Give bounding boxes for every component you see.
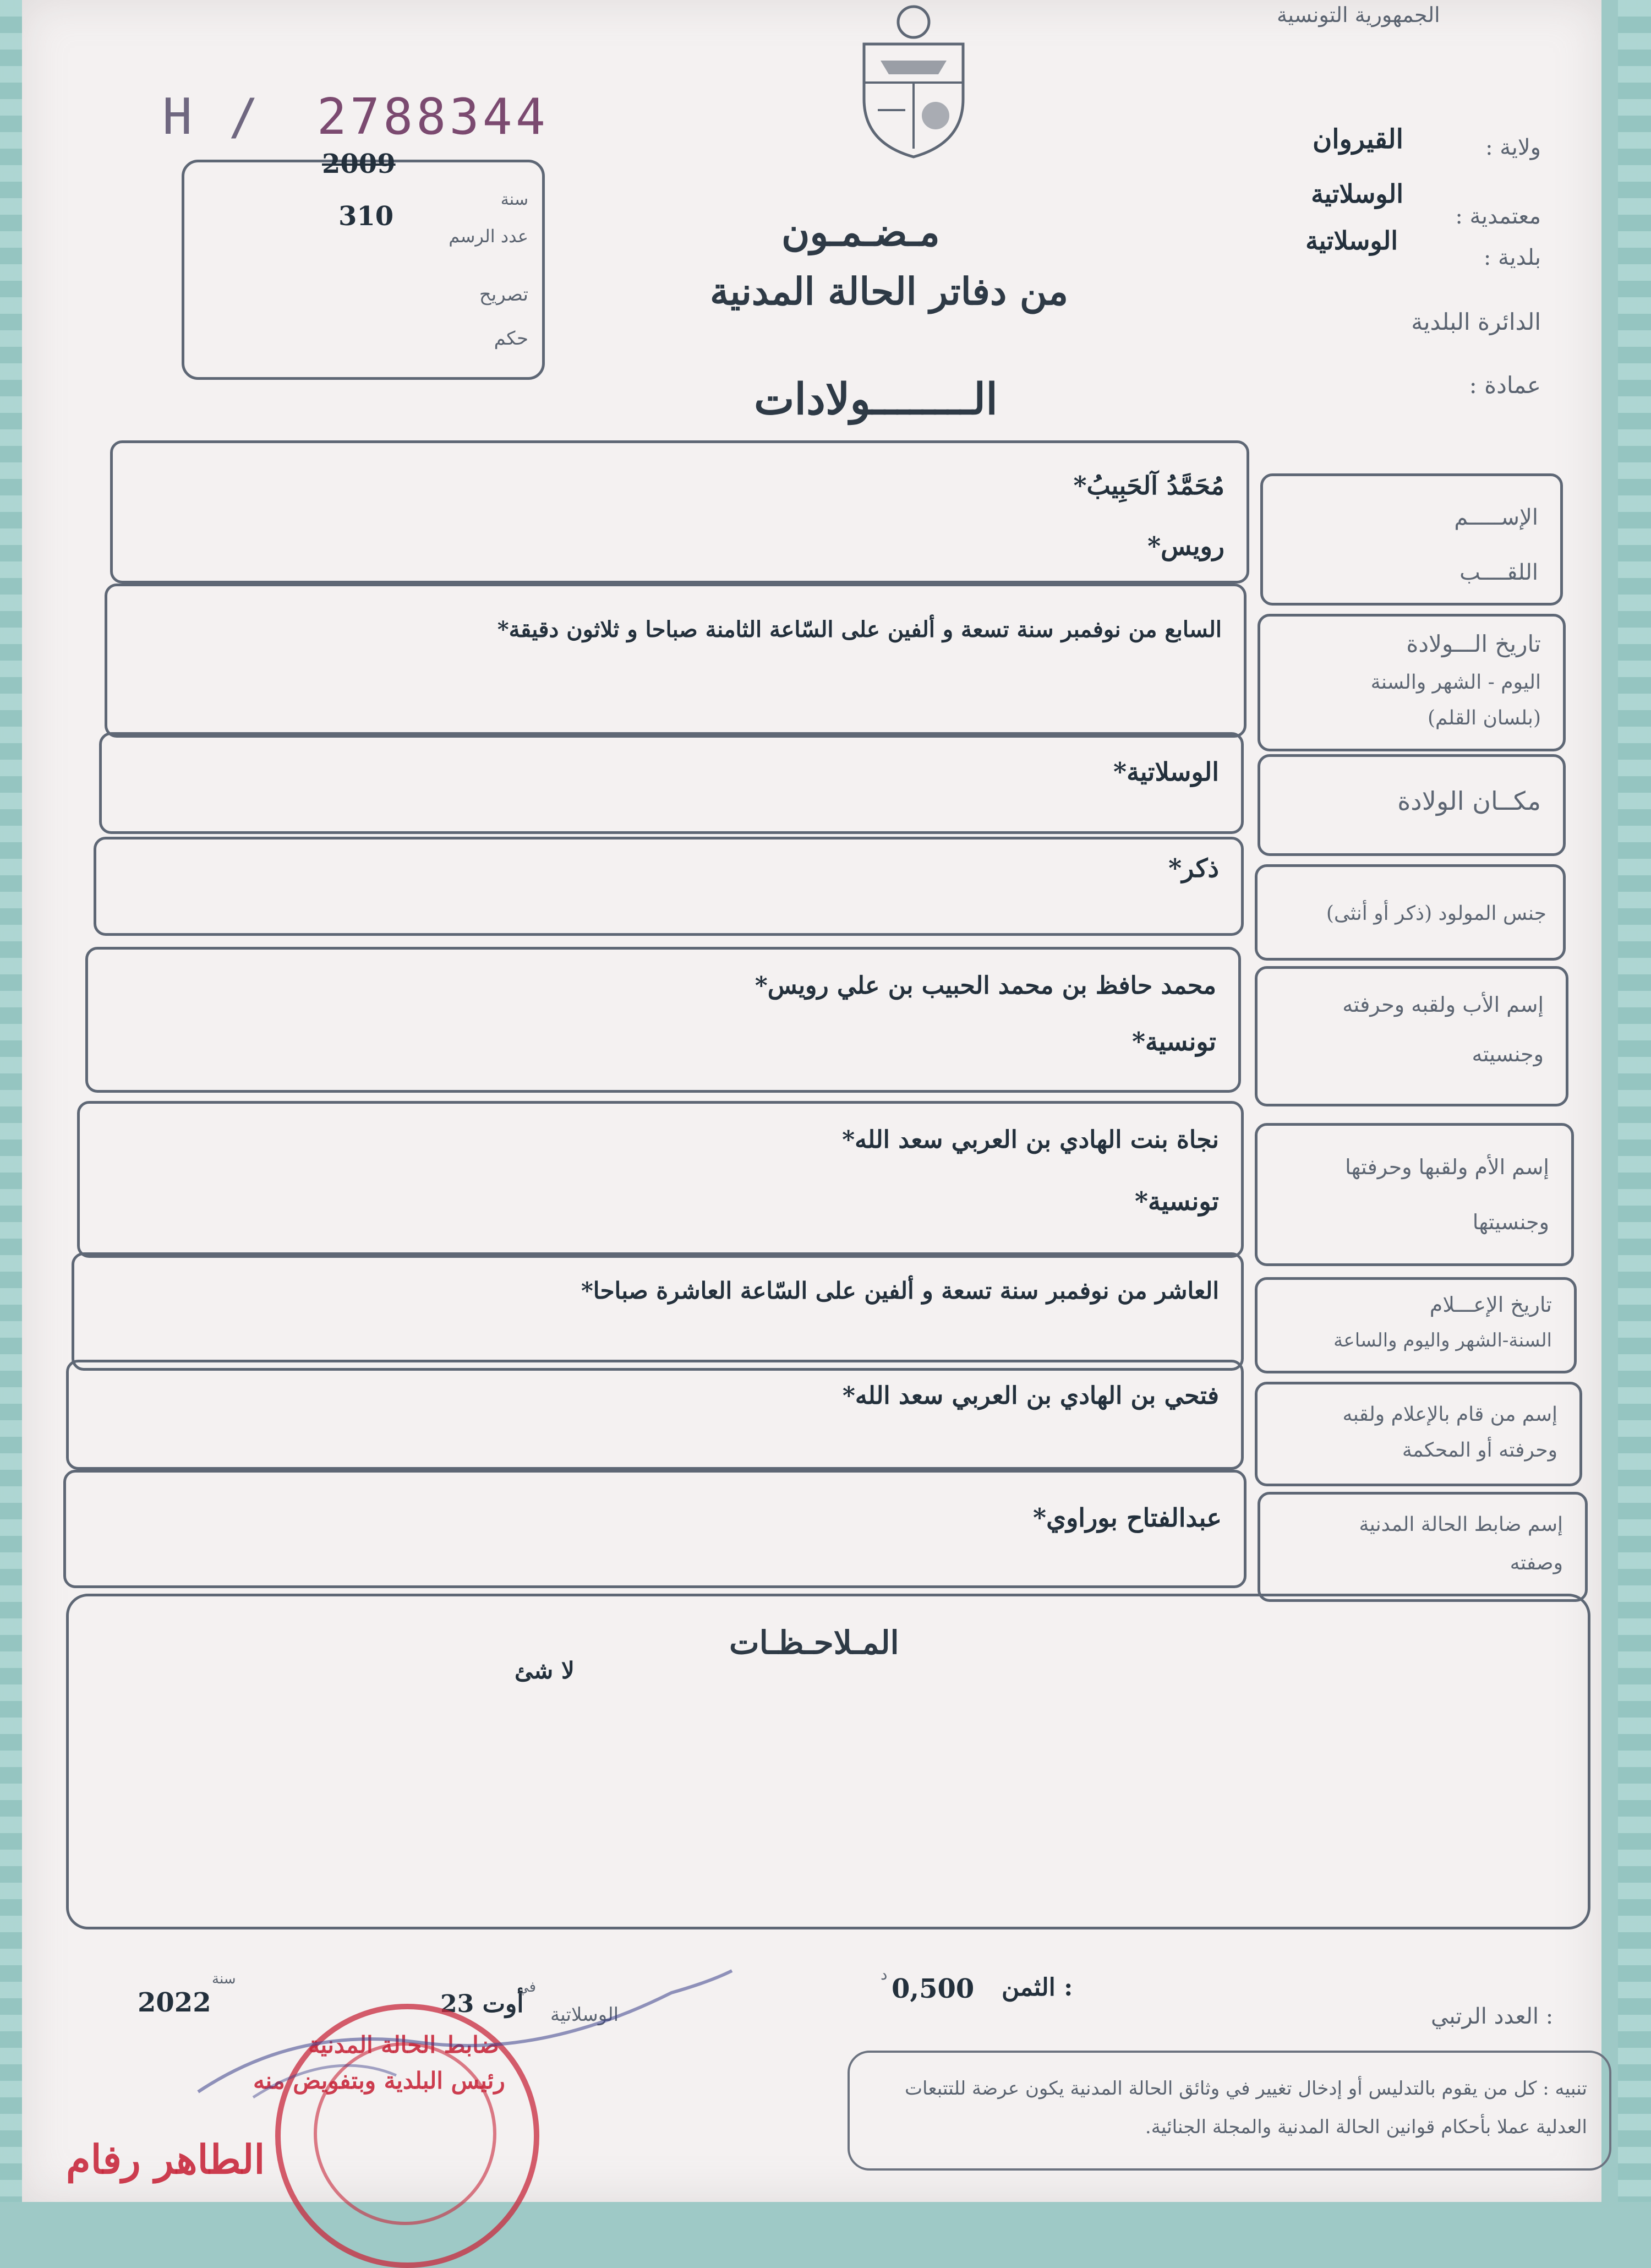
declarant-value-box — [66, 1360, 1244, 1470]
legal-notice-text: تنبيه : كل من يقوم بالتدليس أو إدخال تغيير في وثائق الحالة المدنية يكون عرضة للتتبعات العدلية عملا بأحكام قوانين الحالة المدنية والمجلة الجنائية. — [905, 2078, 1587, 2138]
heading-line1: مـضـمـون — [781, 209, 940, 255]
given-name-value: مُحَمَّدُ آلحَبِيبُ* — [1073, 471, 1224, 500]
given-name-label: الإســـــم — [1454, 505, 1538, 530]
mother-name-value: نجاة بنت الهادي بن العربي سعد الله* — [842, 1126, 1219, 1154]
coat-of-arms-icon — [848, 0, 980, 160]
price-unit: د — [881, 1965, 888, 1983]
governorate-value: القيروان — [1313, 124, 1403, 155]
issue-year-label: سنة — [212, 1971, 236, 1987]
signature-title: ضابط الحالة المدنية — [308, 2031, 499, 2058]
district-label: الدائرة البلدية — [1411, 308, 1541, 335]
name-label-box — [1260, 473, 1563, 606]
father-nationality-label: وجنسيته — [1472, 1042, 1544, 1066]
father-nationality-value: تونسية* — [1131, 1027, 1216, 1056]
delegation-label: معتمدية : — [1455, 204, 1541, 229]
declaration-date-label-box — [1255, 1277, 1577, 1373]
sex-label: جنس المولود (ذكر أو أنثى) — [1326, 902, 1546, 925]
mother-nationality-label: وجنسيتها — [1472, 1210, 1549, 1234]
birth-certificate-document — [22, 0, 1601, 2202]
registry-judgment-label: حكم — [494, 328, 528, 350]
father-value-box — [85, 947, 1241, 1093]
registrar-value: عبدالفتاح بوراوي* — [1033, 1503, 1222, 1533]
declarant-value: فتحي بن الهادي بن العربي سعد الله* — [842, 1382, 1219, 1410]
sector-label: عمادة : — [1469, 372, 1541, 399]
birth-place-label-box — [1258, 754, 1566, 856]
issue-date: 23 أوت — [440, 1990, 524, 2018]
remarks-title: المـلاحـظـات — [729, 1624, 899, 1661]
right-security-border — [1618, 0, 1651, 2202]
remarks-value: لا شئ — [515, 1657, 575, 1684]
declarant-sublabel: وحرفته أو المحكمة — [1402, 1439, 1557, 1462]
declarant-label-box — [1255, 1382, 1582, 1486]
issue-place: الوسلاتية — [550, 2004, 619, 2026]
mother-label: إسم الأم ولقبها وحرفتها — [1345, 1155, 1549, 1179]
surname-label: اللقــــب — [1459, 560, 1538, 585]
sex-label-box — [1255, 864, 1566, 961]
declaration-date-value: العاشر من نوفمبر سنة تسعة و ألفين على السّاعة العاشرة صباحا* — [581, 1277, 1219, 1304]
signature-delegation: رئيس البلدية وبتفويض منه — [253, 2067, 505, 2094]
governorate-label: ولاية : — [1485, 135, 1541, 160]
declaration-date-label: تاريخ الإعـــلام — [1429, 1293, 1552, 1317]
legal-notice-box — [848, 2051, 1611, 2171]
birth-date-value: السابع من نوفمبر سنة تسعة و ألفين على السّاعة الثامنة صباحا و ثلاثون دقيقة* — [497, 617, 1222, 642]
mother-value-box — [77, 1101, 1244, 1258]
name-value-box — [110, 440, 1249, 584]
signature-name: الطاهر رفام — [66, 2136, 265, 2183]
serial-prefix: H / — [162, 88, 262, 146]
birth-place-label: مكــان الولادة — [1397, 786, 1541, 816]
price-label: الثمن : — [1002, 1973, 1073, 2002]
birth-place-value: الوسلاتية* — [1113, 757, 1219, 787]
municipality-value: الوسلاتية — [1305, 226, 1398, 255]
mother-label-box — [1255, 1123, 1574, 1266]
issue-year: 2022 — [138, 1987, 211, 2018]
registrar-label: إسم ضابط الحالة المدنية — [1359, 1513, 1563, 1536]
birth-date-note: (بلسان القلم) — [1427, 707, 1541, 729]
registry-number-label: عدد الرسم — [449, 226, 528, 247]
birth-date-sublabel: اليوم - الشهر والسنة — [1370, 671, 1541, 694]
declaration-date-sublabel: السنة-الشهر واليوم والساعة — [1333, 1329, 1552, 1351]
registry-number-value: 310 — [338, 201, 394, 232]
remarks-box — [66, 1594, 1590, 1929]
birth-date-value-box — [105, 584, 1247, 738]
registry-box — [182, 149, 545, 380]
heading-line2: من دفاتر الحالة المدنية — [710, 270, 1069, 314]
sequence-number-label: العدد الرتبي : — [1431, 2004, 1554, 2029]
declaration-date-value-box — [72, 1252, 1244, 1371]
registrar-label-box — [1258, 1492, 1588, 1602]
registrar-value-box — [63, 1470, 1247, 1588]
registry-year-label: سنة — [500, 190, 528, 209]
mother-nationality-value: تونسية* — [1134, 1186, 1219, 1216]
birth-place-value-box — [99, 732, 1244, 834]
father-name-value: محمد حافظ بن محمد الحبيب بن علي رويس* — [755, 972, 1216, 1000]
issue-day-label: في — [517, 1979, 537, 1996]
birth-date-label: تاريخ الـــولادة — [1406, 630, 1541, 657]
sex-value: ذكر* — [1168, 853, 1219, 883]
registry-year-value: 2009 — [322, 149, 396, 179]
handwritten-signature — [187, 1960, 737, 2103]
father-label: إسم الأب ولقبه وحرفته — [1342, 993, 1544, 1017]
municipality-label: بلدية : — [1483, 245, 1541, 270]
section-title: الــــــــولادات — [754, 374, 998, 424]
delegation-value: الوسلاتية — [1311, 179, 1403, 209]
registry-declaration-label: تصريح — [479, 284, 528, 306]
price-value: 0,500 — [892, 1973, 975, 2004]
republic-title: الجمهورية التونسية — [1277, 3, 1440, 27]
registrar-sublabel: وصفته — [1510, 1552, 1563, 1574]
declarant-label: إسم من قام بالإعلام ولقبه — [1342, 1403, 1557, 1426]
father-label-box — [1255, 966, 1568, 1106]
serial-value: 2788344 — [316, 88, 549, 146]
birth-date-label-box — [1258, 614, 1566, 751]
surname-value: رويس* — [1147, 531, 1224, 561]
sex-value-box — [94, 837, 1244, 936]
serial-number — [162, 88, 549, 146]
